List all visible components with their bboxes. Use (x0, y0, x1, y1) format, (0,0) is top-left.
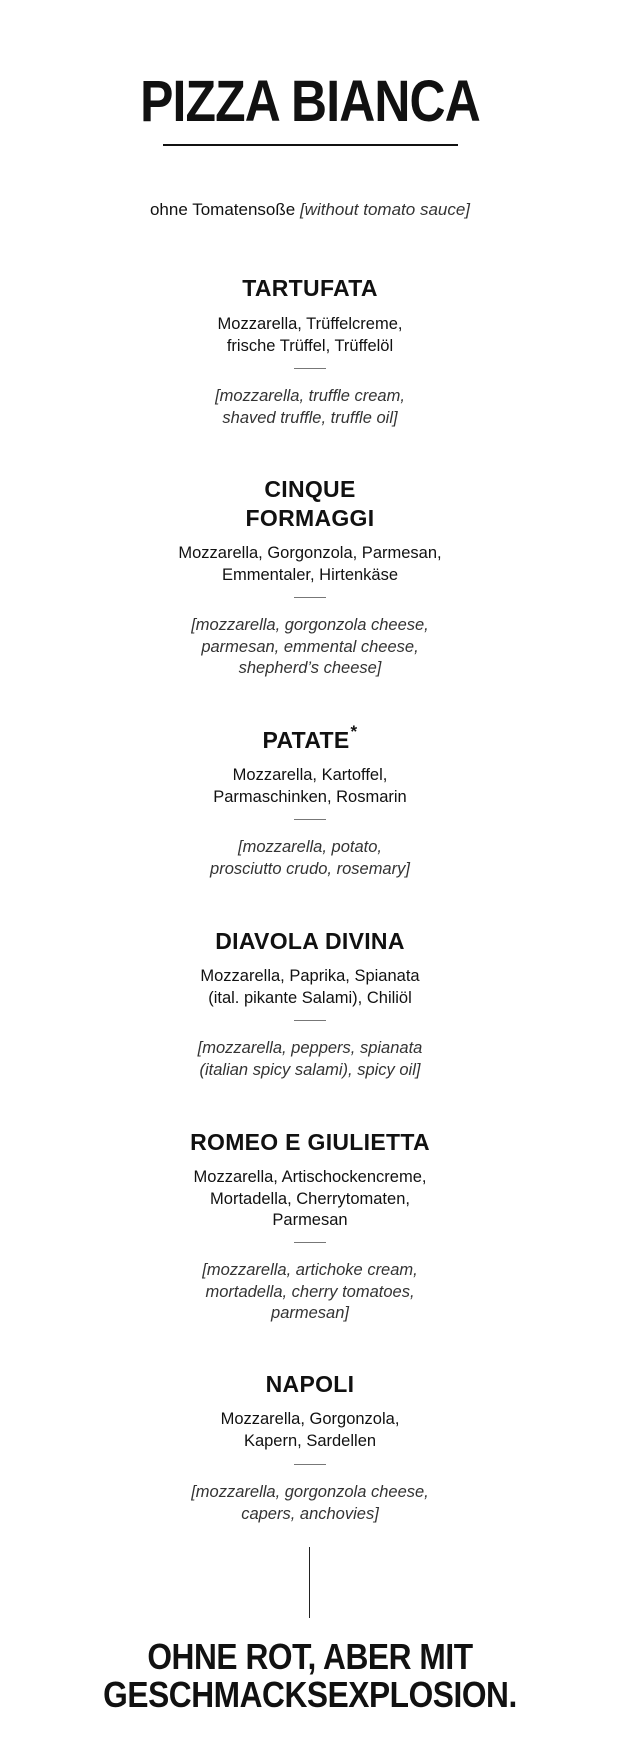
desc-line: [mozzarella, peppers, spianata (197, 1039, 423, 1057)
desc-line: parmesan] (271, 1304, 349, 1322)
desc-line: Mozzarella, Gorgonzola, (220, 1410, 400, 1428)
item-description-german (0, 543, 620, 586)
desc-line: (ital. pikante Salami), Chiliöl (208, 988, 412, 1007)
desc-line: frische Trüffel, Trüffelöl (226, 336, 394, 355)
item-description-english (0, 1482, 620, 1525)
desc-line: Mozzarella, Trüffelcreme, (217, 315, 403, 333)
desc-line: mortadella, cherry tomatoes, (205, 1282, 415, 1301)
item-name (0, 475, 620, 533)
desc-line: Parmesan (272, 1211, 348, 1229)
desc-line: [mozzarella, gorgonzola cheese, (191, 616, 429, 634)
item-description-german (0, 314, 620, 357)
desc-line: shaved truffle, truffle oil] (222, 408, 398, 427)
item-divider (294, 819, 326, 820)
item-name: NAPOLI (265, 1371, 355, 1397)
desc-line: [mozzarella, artichoke cream, (202, 1261, 418, 1279)
item-name: ROMEO E GIULIETTA (190, 1129, 430, 1155)
item-description-english (0, 837, 620, 880)
item-divider (294, 1020, 326, 1021)
item-divider (294, 368, 326, 369)
slogan-line: GESCHMACKSEXPLOSION. (103, 1674, 517, 1715)
item-name: TARTUFATA (242, 275, 378, 301)
item-description-german (0, 1167, 620, 1232)
desc-line: Mozzarella, Gorgonzola, Parmesan, (178, 544, 442, 562)
item-description-english (0, 1260, 620, 1325)
desc-line: [mozzarella, gorgonzola cheese, (191, 1483, 429, 1501)
desc-line: parmesan, emmental cheese, (201, 637, 419, 656)
desc-line: Mozzarella, Kartoffel, (232, 766, 388, 784)
item-description-german (0, 765, 620, 808)
item-footnote-marker: * (350, 722, 358, 742)
title-underline (163, 144, 458, 146)
slogan-line: OHNE ROT, ABER MIT (147, 1636, 473, 1677)
item-name-text: PATATE (262, 727, 350, 753)
desc-line: shepherd’s cheese] (238, 659, 382, 677)
desc-line: Mortadella, Cherrytomaten, (210, 1189, 410, 1208)
desc-line: prosciutto crudo, rosemary] (210, 859, 410, 878)
item-description-english (0, 615, 620, 680)
menu-subtitle (0, 199, 620, 221)
desc-line: Mozzarella, Paprika, Spianata (200, 967, 420, 985)
subtitle-english: [without tomato sauce] (299, 200, 471, 219)
subtitle-german: ohne Tomatensoße (149, 200, 296, 219)
desc-line: Emmentaler, Hirtenkäse (221, 565, 399, 584)
item-name-line: CINQUE (264, 476, 356, 502)
desc-line: Parmaschinken, Rosmarin (213, 787, 407, 806)
item-divider (294, 1464, 326, 1465)
desc-line: [mozzarella, truffle cream, (215, 387, 405, 405)
footer-slogan (37, 1638, 583, 1714)
page-title: PIZZA BIANCA (140, 69, 480, 134)
item-description-german (0, 966, 620, 1009)
item-name: DIAVOLA DIVINA (215, 928, 405, 954)
item-name-line: FORMAGGI (245, 505, 375, 531)
item-name (0, 722, 620, 755)
item-description-english (0, 386, 620, 429)
desc-line: capers, anchovies] (241, 1504, 379, 1523)
item-description-english (0, 1038, 620, 1081)
desc-line: Kapern, Sardellen (243, 1431, 377, 1450)
desc-line: Mozzarella, Artischockencreme, (193, 1168, 427, 1186)
vertical-divider (309, 1547, 310, 1618)
item-divider (294, 1242, 326, 1243)
desc-line: [mozzarella, potato, (238, 838, 382, 856)
item-divider (294, 597, 326, 598)
desc-line: (italian spicy salami), spicy oil] (199, 1060, 421, 1079)
item-description-german (0, 1409, 620, 1452)
